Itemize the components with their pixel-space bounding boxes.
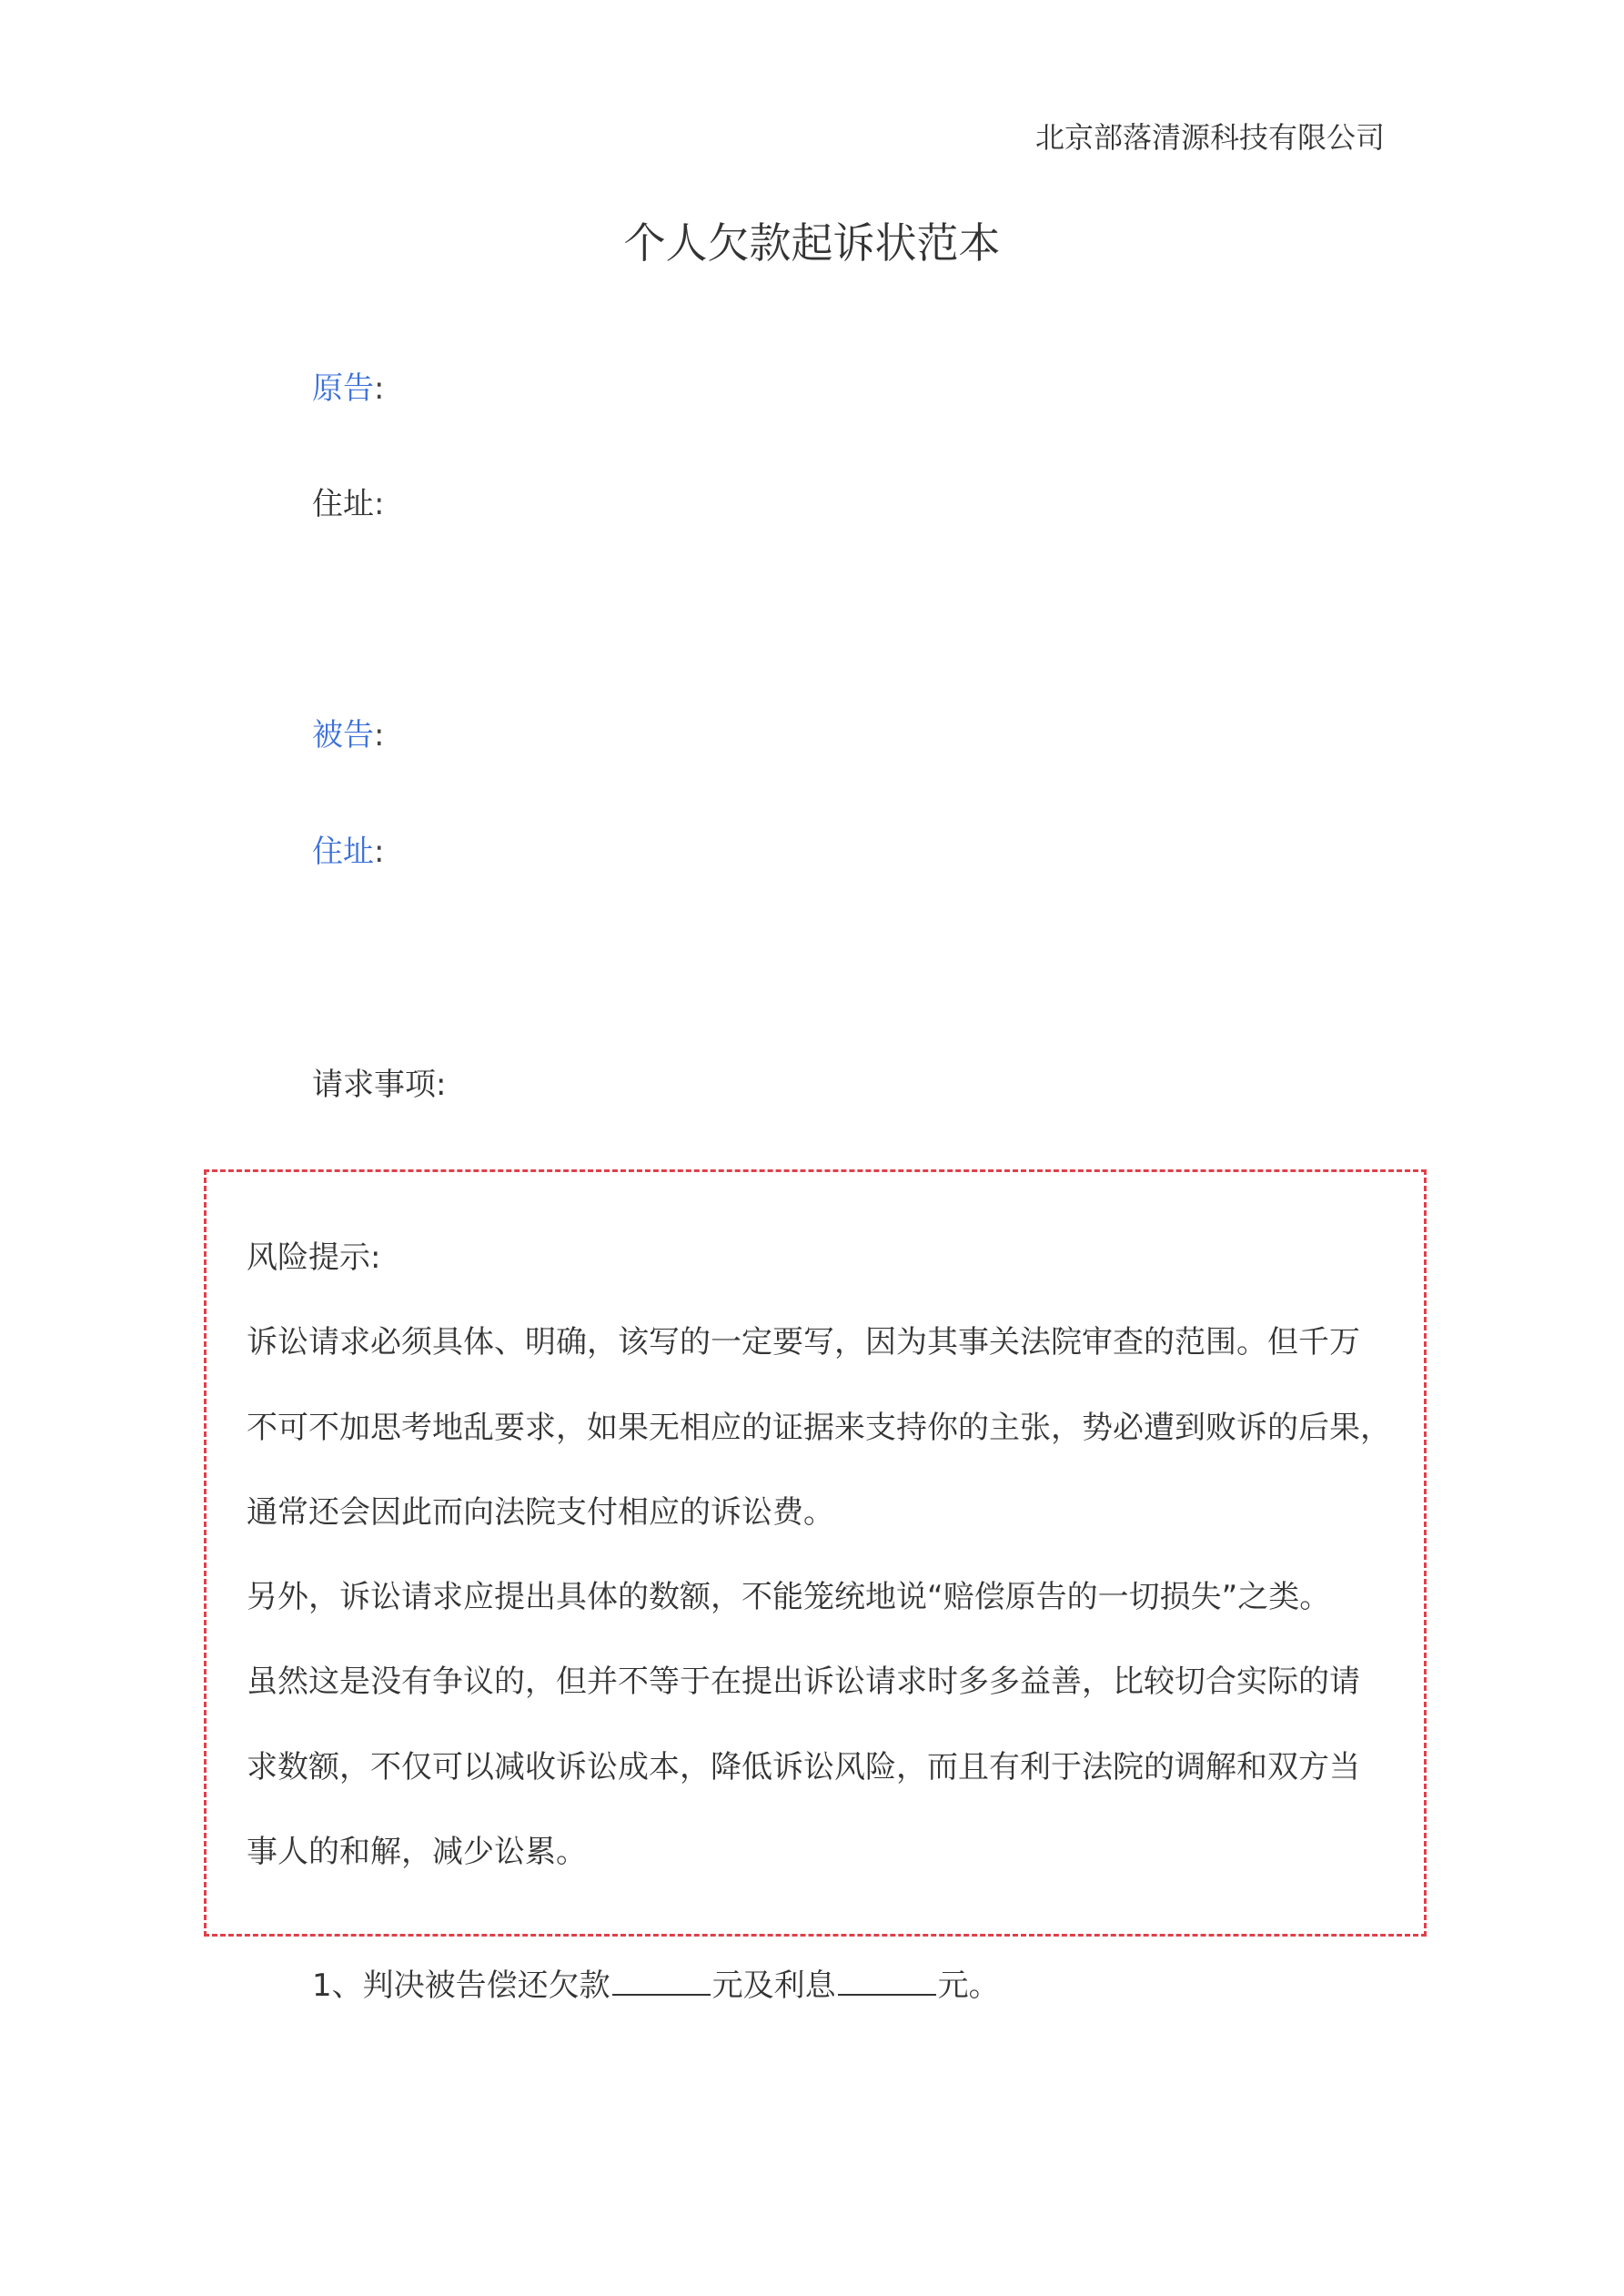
risk-notice-line: 虽然这是没有争议的，但并不等于在提出诉讼请求时多多益善，比较切合实际的请: [247, 1664, 1360, 1700]
interest-amount-blank[interactable]: [838, 1963, 936, 1996]
plaintiff-address-field: [312, 482, 384, 526]
risk-notice-line: 不可不加思考地乱要求，如果无相应的证据来支持你的主张，势必遭到败诉的后果，: [247, 1410, 1391, 1446]
document-title: 个人欠款起诉状范本: [623, 218, 1001, 268]
risk-notice-line: 通常还会因此而向法院支付相应的诉讼费。: [247, 1494, 834, 1531]
plaintiff-label[interactable]: 原告: [312, 370, 374, 407]
defendant-label[interactable]: 被告: [312, 717, 374, 754]
plaintiff-field: [312, 367, 384, 410]
plaintiff-address-label: 住址: [312, 486, 374, 522]
plaintiff-address-colon: :: [374, 486, 385, 522]
risk-notice-line: 事人的和解，减少讼累。: [247, 1834, 587, 1870]
defendant-address-field: [312, 830, 384, 874]
risk-notice-line: 另外，诉讼请求应提出具体的数额，不能笼统地说“赔偿原告的一切损失”之类。: [247, 1579, 1331, 1615]
request-item-1: [312, 1963, 1000, 2008]
risk-notice-title: 风险提示:: [247, 1239, 381, 1276]
risk-notice-box: [204, 1169, 1427, 1937]
risk-notice-line: 求数额，不仅可以减收诉讼成本，降低诉讼风险，而且有利于法院的调解和双方当: [247, 1749, 1360, 1785]
defendant-field: [312, 713, 384, 757]
defendant-address-label[interactable]: 住址: [312, 834, 374, 870]
company-name: 北京部落清源科技有限公司: [1034, 120, 1385, 155]
requests-label: 请求事项:: [312, 1067, 447, 1103]
plaintiff-colon: :: [374, 370, 385, 407]
request-item-1-middle: 元及利息: [711, 1967, 836, 2004]
risk-notice-line: 诉讼请求必须具体、明确，该写的一定要写，因为其事关法院审查的范围。但千万: [247, 1324, 1360, 1360]
request-item-1-suffix: 元。: [937, 1967, 1000, 2004]
defendant-colon: :: [374, 717, 385, 754]
defendant-address-colon: :: [374, 834, 385, 870]
request-item-1-prefix: 1、判决被告偿还欠款: [312, 1967, 610, 2004]
debt-amount-blank[interactable]: [612, 1963, 711, 1996]
